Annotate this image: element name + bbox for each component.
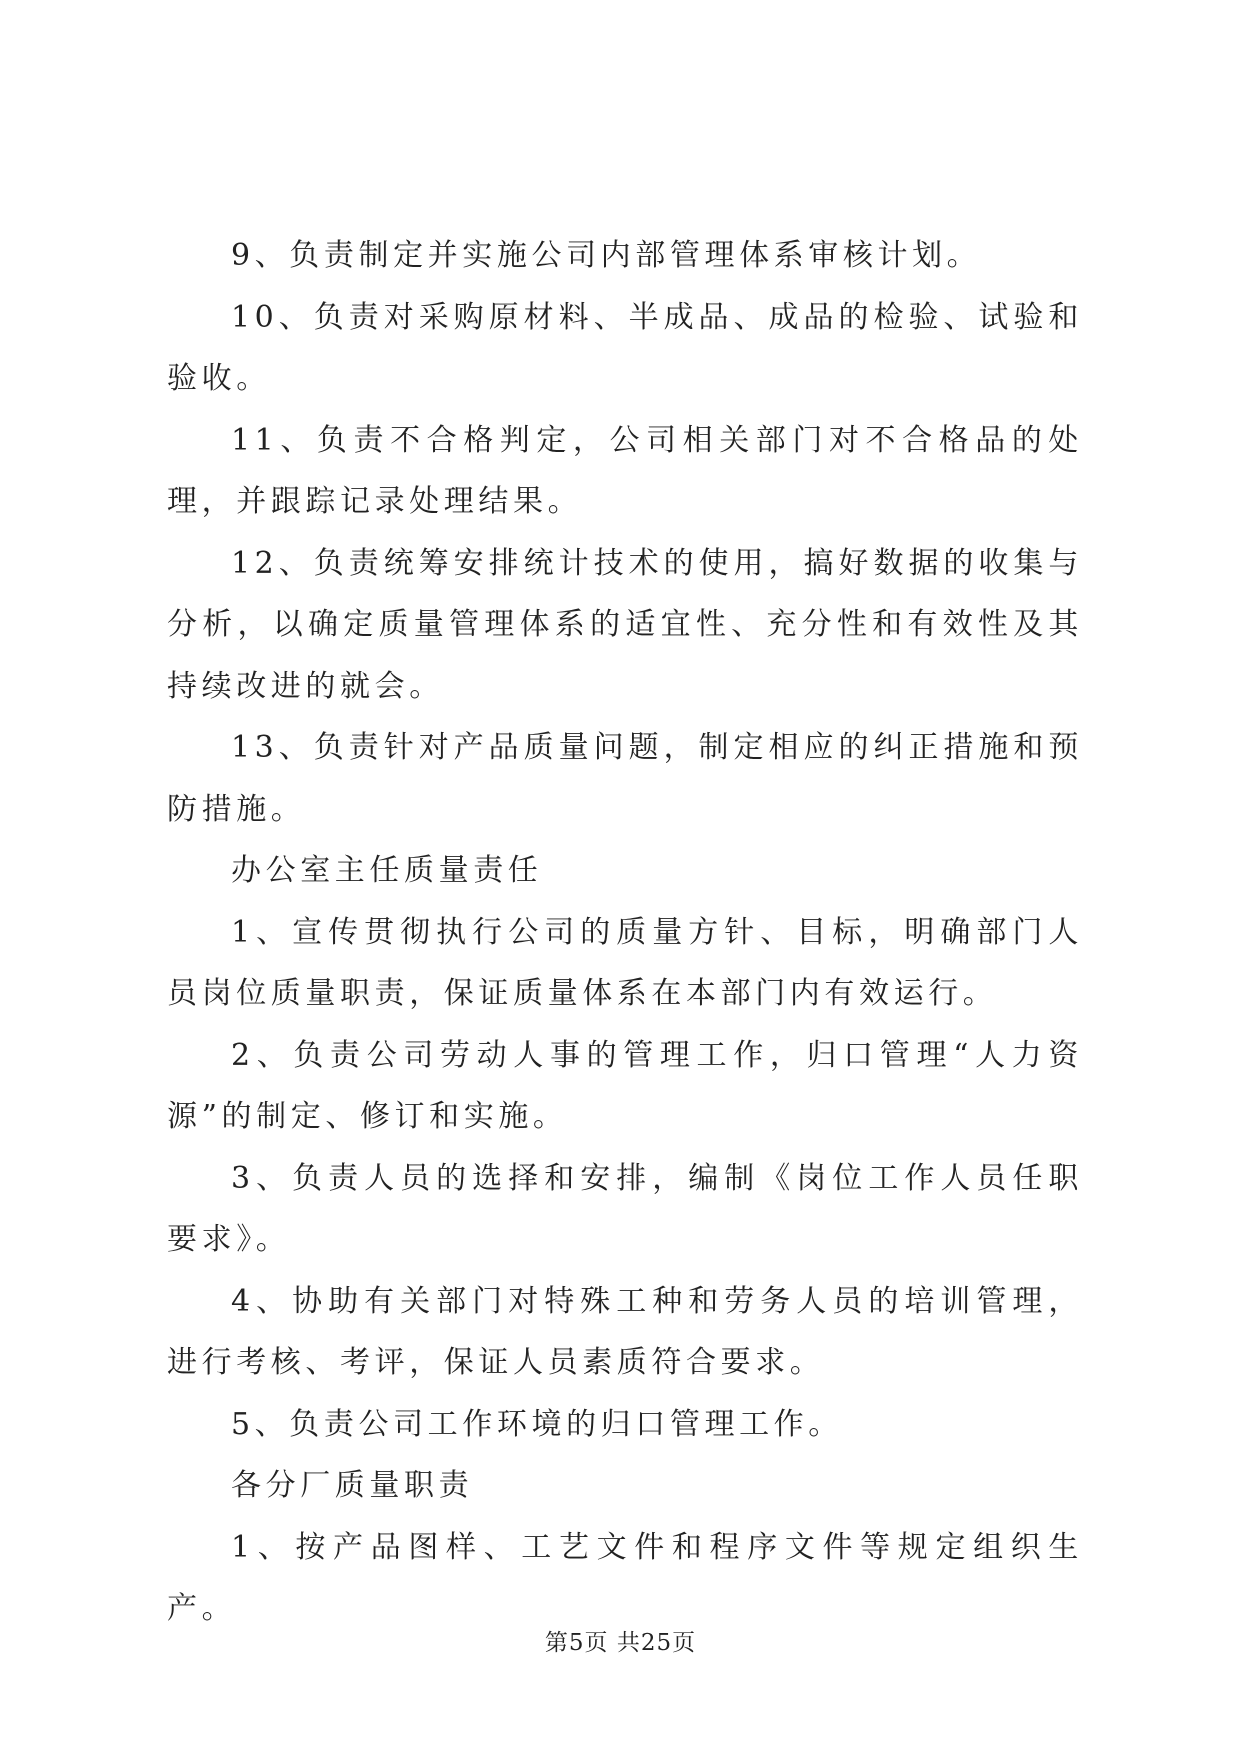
paragraph-item-11: 11、负责不合格判定，公司相关部门对不合格品的处理，并跟踪记录处理结果。 [167,422,1083,519]
paragraph-item-9: 9、负责制定并实施公司内部管理体系审核计划。 [231,238,982,273]
paragraph-item-12: 12、负责统筹安排统计技术的使用，搞好数据的收集与分析，以确定质量管理体系的适宜性、充分性和有效性及其持续改进的就会。 [167,545,1083,704]
paragraph-office-item-4: 4、协助有关部门对特殊工种和劳务人员的培训管理，进行考核、考评，保证人员素质符合要求。 [167,1283,1083,1380]
paragraph-office-item-1: 1、宣传贯彻执行公司的质量方针、目标，明确部门人员岗位质量职责，保证质量体系在本部门内有效运行。 [167,914,1083,1011]
document-body [167,225,1083,1640]
paragraph-item-13: 13、负责针对产品质量问题，制定相应的纠正措施和预防措施。 [167,730,1083,827]
section-heading-branch-factory: 各分厂质量职责 [231,1468,474,1503]
paragraph-office-item-3: 3、负责人员的选择和安排，编制《岗位工作人员任职要求》。 [167,1160,1083,1257]
page-number-footer: 第5页 共25页 [544,1630,697,1656]
section-heading-office-director: 办公室主任质量责任 [231,853,543,888]
paragraph-branch-item-1: 1、按产品图样、工艺文件和程序文件等规定组织生产。 [167,1529,1083,1626]
paragraph-office-item-5: 5、负责公司工作环境的归口管理工作。 [231,1406,843,1442]
paragraph-item-10: 10、负责对采购原材料、半成品、成品的检验、试验和验收。 [167,299,1083,396]
paragraph-office-item-2: 2、负责公司劳动人事的管理工作，归口管理“人力资源”的制定、修订和实施。 [167,1037,1083,1134]
